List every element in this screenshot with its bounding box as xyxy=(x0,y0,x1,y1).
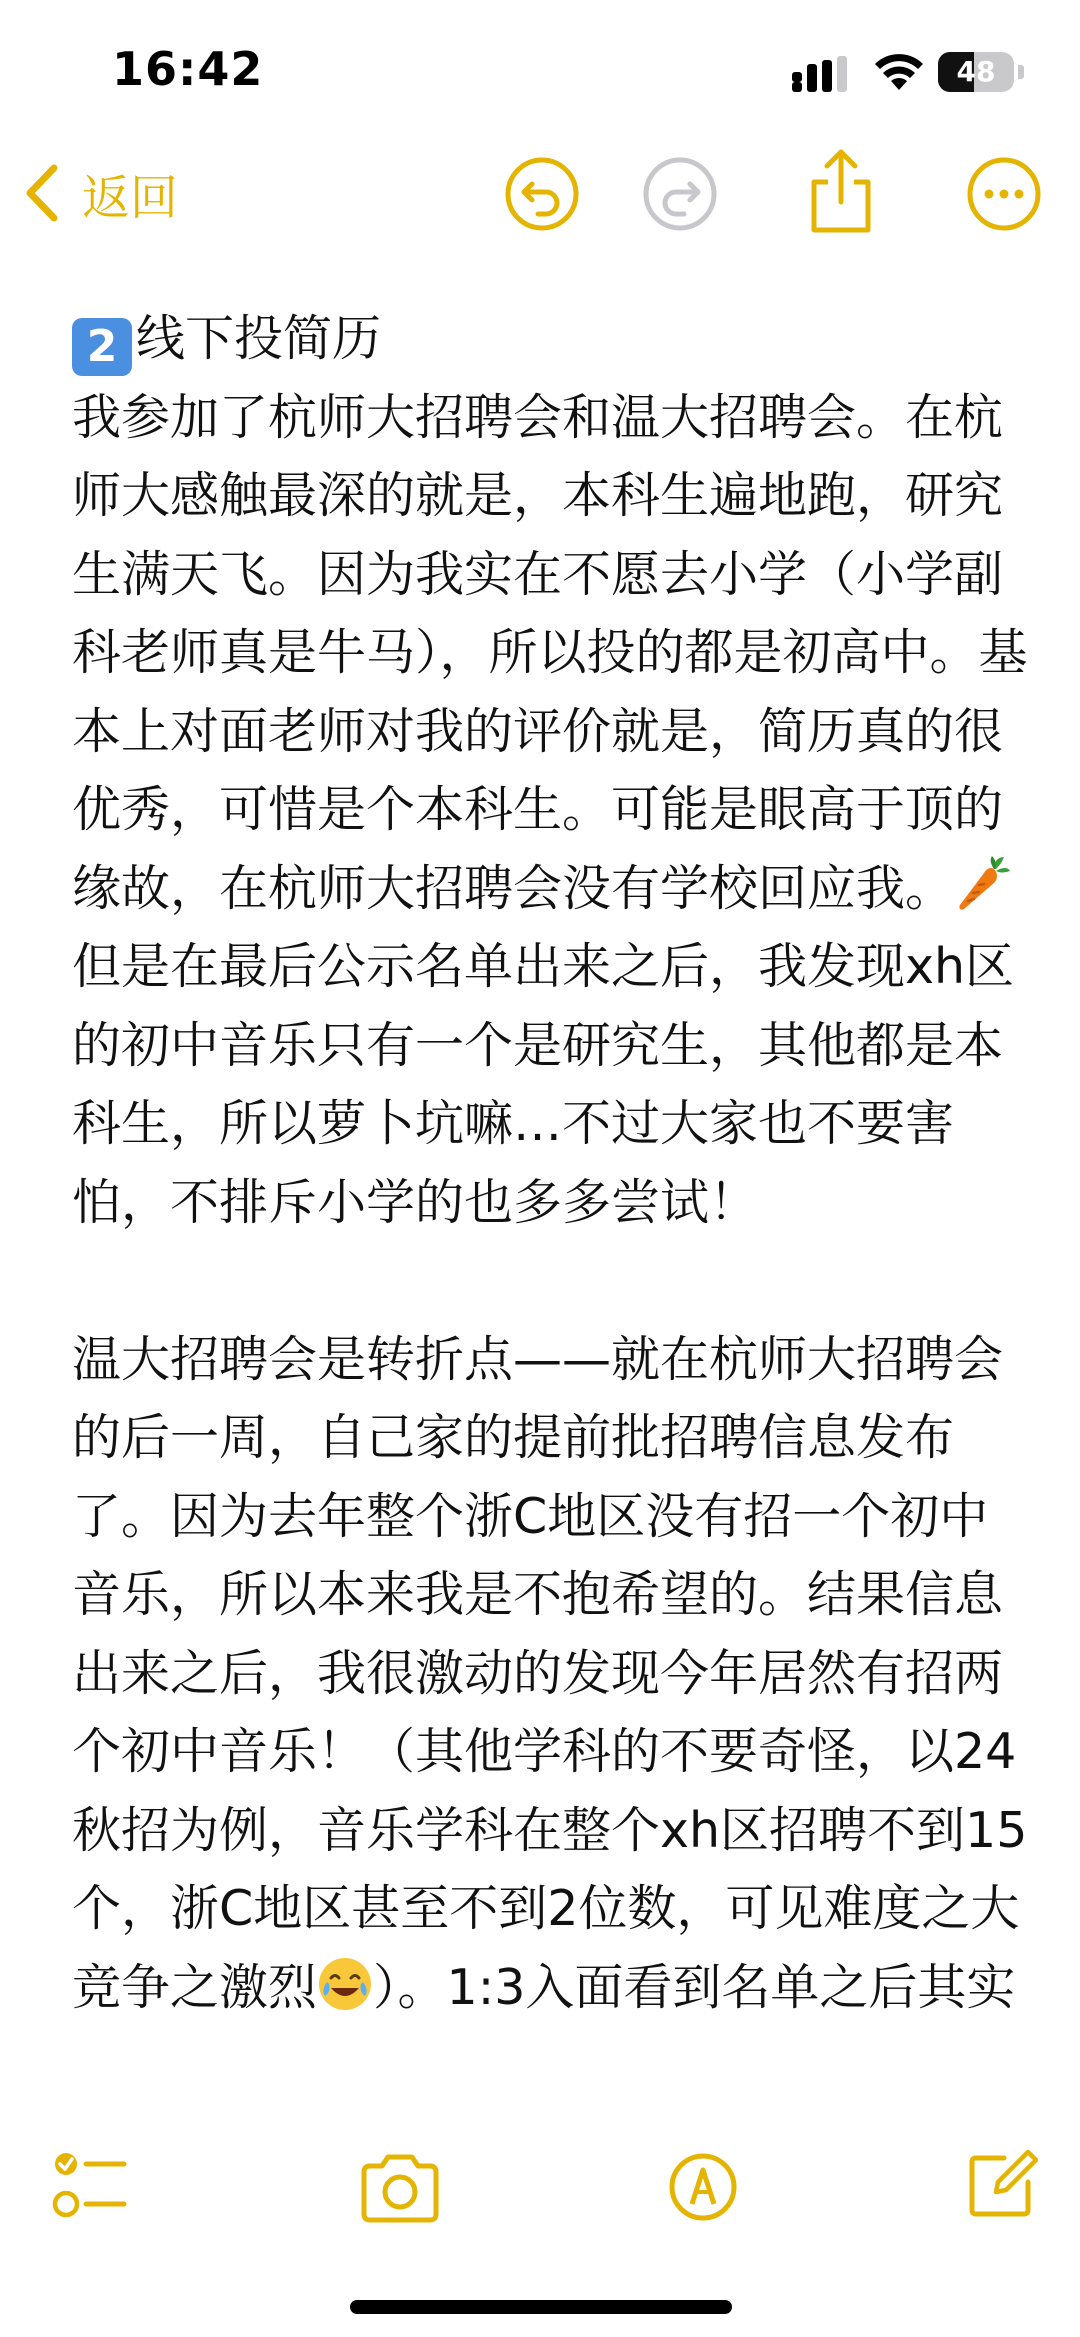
undo-icon[interactable] xyxy=(502,154,582,234)
blank-line xyxy=(72,1242,1032,1321)
note-body[interactable] xyxy=(72,300,1032,2108)
checklist-icon[interactable] xyxy=(50,2148,130,2228)
note-heading xyxy=(72,300,1032,379)
chevron-left-icon xyxy=(22,162,62,224)
carrot-icon xyxy=(954,855,1012,913)
back-label: 返回 xyxy=(82,169,179,226)
back-button[interactable] xyxy=(22,158,178,228)
battery-percent: 48 xyxy=(956,55,996,88)
paragraph-2-text-a: 温大招聘会是转折点——就在杭师大招聘会的后一周，自己家的提前批招聘信息发布了。因为去年整个浙C地区没有招一个初中音乐，所以本来我是不抱希望的。结果信息出来之后，我很激动的发现今年居然有招两个初中音乐！（其他学科的不要奇怪，以24秋招为例，音乐学科在整个xh区招聘不到15个，浙C地区甚至不到2位数，可见难度之大竞争之激烈 xyxy=(72,1330,1028,2016)
crying-laughing-face-icon xyxy=(317,1956,373,2012)
compose-icon[interactable] xyxy=(966,2148,1038,2220)
heading-text: 线下投简历 xyxy=(136,310,382,367)
paragraph-2-text-b: ）。1:3入面看到名单之后其实 xyxy=(373,1958,1016,2016)
cellular-signal-icon xyxy=(792,56,852,94)
status-time: 16:42 xyxy=(112,42,264,96)
keycap-digit-two: 2 xyxy=(72,318,132,376)
paragraph-1-text-b: 但是在最后公示名单出来之后，我发现xh区的初中音乐只有一个是研究生，其他都是本科生，所以萝卜坑嘛…不过大家也不要害怕，不排斥小学的也多多尝试！ xyxy=(72,938,1015,1231)
note-nav-bar xyxy=(0,140,1080,250)
wifi-icon xyxy=(872,52,926,92)
status-bar xyxy=(0,0,1080,150)
share-icon[interactable] xyxy=(806,146,876,236)
more-icon[interactable] xyxy=(964,154,1044,234)
paragraph-1-text-a: 我参加了杭师大招聘会和温大招聘会。在杭师大感触最深的就是，本科生遍地跑，研究生满天飞。因为我实在不愿去小学（小学副科老师真是牛马），所以投的都是初高中。基本上对面老师对我的评价就是，简历真的很优秀，可惜是个本科生。可能是眼高于顶的缘故，在杭师大招聘会没有学校回应我。 xyxy=(72,388,1028,917)
battery-indicator xyxy=(938,52,1028,92)
camera-icon[interactable] xyxy=(358,2152,442,2224)
home-indicator[interactable] xyxy=(350,2300,732,2314)
redo-icon[interactable] xyxy=(640,154,720,234)
paragraph-2 xyxy=(72,1321,1032,2028)
markup-icon[interactable] xyxy=(668,2152,738,2222)
paragraph-1 xyxy=(72,379,1032,1243)
